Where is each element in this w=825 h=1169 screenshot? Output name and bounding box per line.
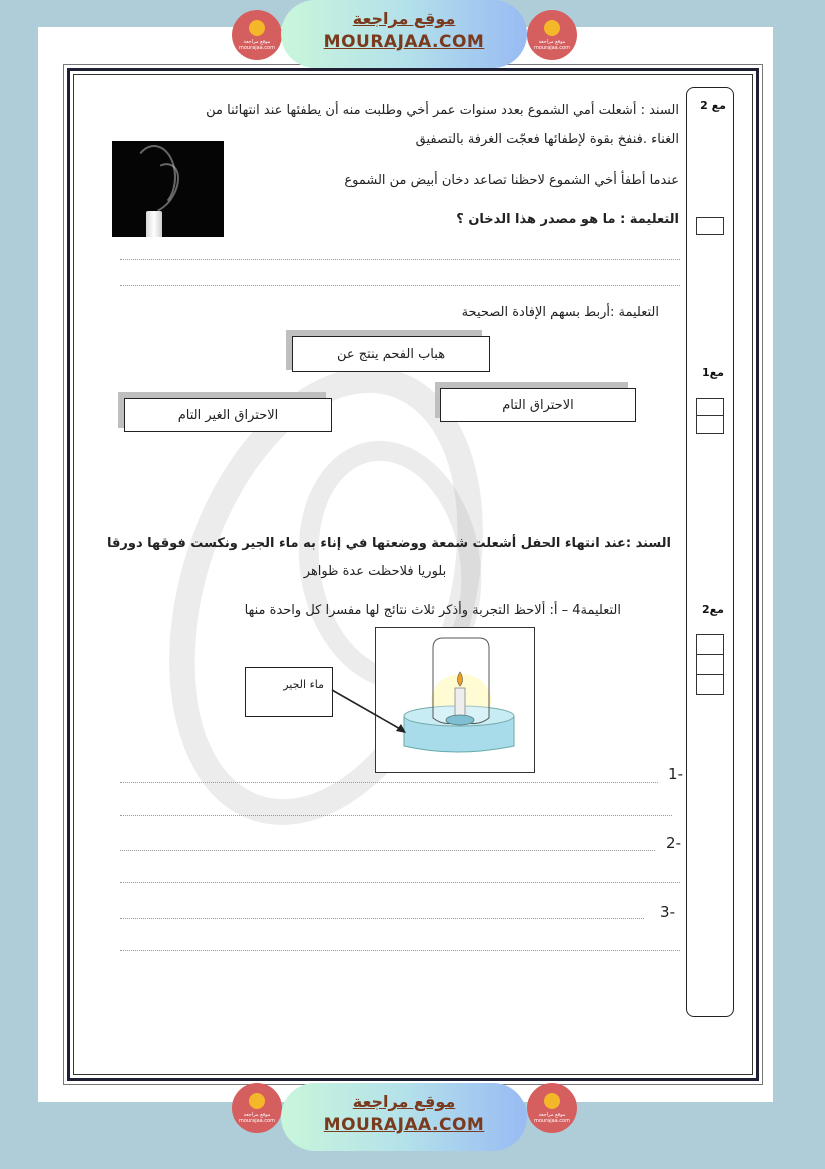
- answer-line[interactable]: [120, 285, 680, 286]
- instruction-text: التعليمة : ما هو مصدر هذا الدخان ؟: [456, 212, 679, 227]
- support-text: بلوريا فلاحظت عدة ظواهر: [303, 564, 447, 579]
- banner-latin[interactable]: MOURAJAA.COM: [323, 32, 485, 52]
- score-box[interactable]: [696, 634, 724, 695]
- answer-line[interactable]: [120, 259, 680, 260]
- answer-line[interactable]: [120, 850, 655, 851]
- limewater-label: ماء الجير: [245, 667, 333, 717]
- arrow-icon: [330, 688, 410, 738]
- instruction-text: التعليمة :أربط بسهم الإفادة الصحيحة: [461, 305, 659, 320]
- answer-line[interactable]: [120, 918, 644, 919]
- match-box-soot[interactable]: هباب الفحم ينتج عن: [292, 336, 490, 372]
- logo-caption: موقع مراجعة mourajaa.com: [533, 1112, 570, 1124]
- book-icon: [249, 1093, 265, 1109]
- score-box[interactable]: [696, 217, 724, 235]
- site-banner-top[interactable]: [281, 0, 527, 68]
- book-icon: [544, 20, 560, 36]
- site-logo[interactable]: [527, 1083, 577, 1133]
- banner-latin[interactable]: MOURAJAA.COM: [323, 1115, 485, 1135]
- mark-label: مع1: [702, 366, 724, 379]
- logo-caption: موقع مراجعة mourajaa.com: [238, 1112, 275, 1124]
- score-box[interactable]: [696, 398, 724, 434]
- answer-line[interactable]: [120, 950, 680, 951]
- banner-arabic[interactable]: موقع مراجعة: [352, 1092, 456, 1111]
- support-text: الغناء .فنفخ بقوة لإطفائها فعجّت الغرفة بالتصفيق: [415, 132, 679, 147]
- banner-arabic[interactable]: موقع مراجعة: [352, 9, 456, 28]
- match-box-complete-combustion[interactable]: الاحتراق التام: [440, 388, 636, 422]
- site-logo[interactable]: [527, 10, 577, 60]
- extinguished-candle-photo: [112, 141, 224, 237]
- support-text: السند : أشعلت أمي الشموع بعدد سنوات عمر أخي وطلبت منه أن يطفئها عند انتهائنا من: [206, 103, 679, 118]
- instruction-text: التعليمة4 – أ: ألاحظ التجربة وأذكر ثلاث نتائج لها مفسرا كل واحدة منها: [244, 603, 621, 618]
- observation-text: عندما أطفأ أخي الشموع لاحظنا تصاعد دخان أبيض من الشموع: [344, 173, 679, 188]
- answer-line[interactable]: [120, 815, 672, 816]
- support-text: السند :عند انتهاء الحفل أشعلت شمعة ووضعتها في إناء به ماء الجير ونكست فوقها دورقا: [106, 536, 671, 551]
- answer-number: -3: [660, 903, 675, 921]
- mark-label: مع2: [702, 603, 724, 616]
- logo-caption: موقع مراجعة mourajaa.com: [238, 39, 275, 51]
- book-icon: [249, 20, 265, 36]
- answer-number: -1: [668, 765, 683, 783]
- site-banner-bottom[interactable]: [281, 1083, 527, 1151]
- answer-line[interactable]: [120, 782, 658, 783]
- site-logo[interactable]: [232, 10, 282, 60]
- mark-label: مع 2: [700, 99, 726, 112]
- logo-caption: موقع مراجعة mourajaa.com: [533, 39, 570, 51]
- answer-number: -2: [666, 834, 681, 852]
- book-icon: [544, 1093, 560, 1109]
- answer-line[interactable]: [120, 882, 680, 883]
- match-box-incomplete-combustion[interactable]: الاحتراق الغير التام: [124, 398, 332, 432]
- site-logo[interactable]: [232, 1083, 282, 1133]
